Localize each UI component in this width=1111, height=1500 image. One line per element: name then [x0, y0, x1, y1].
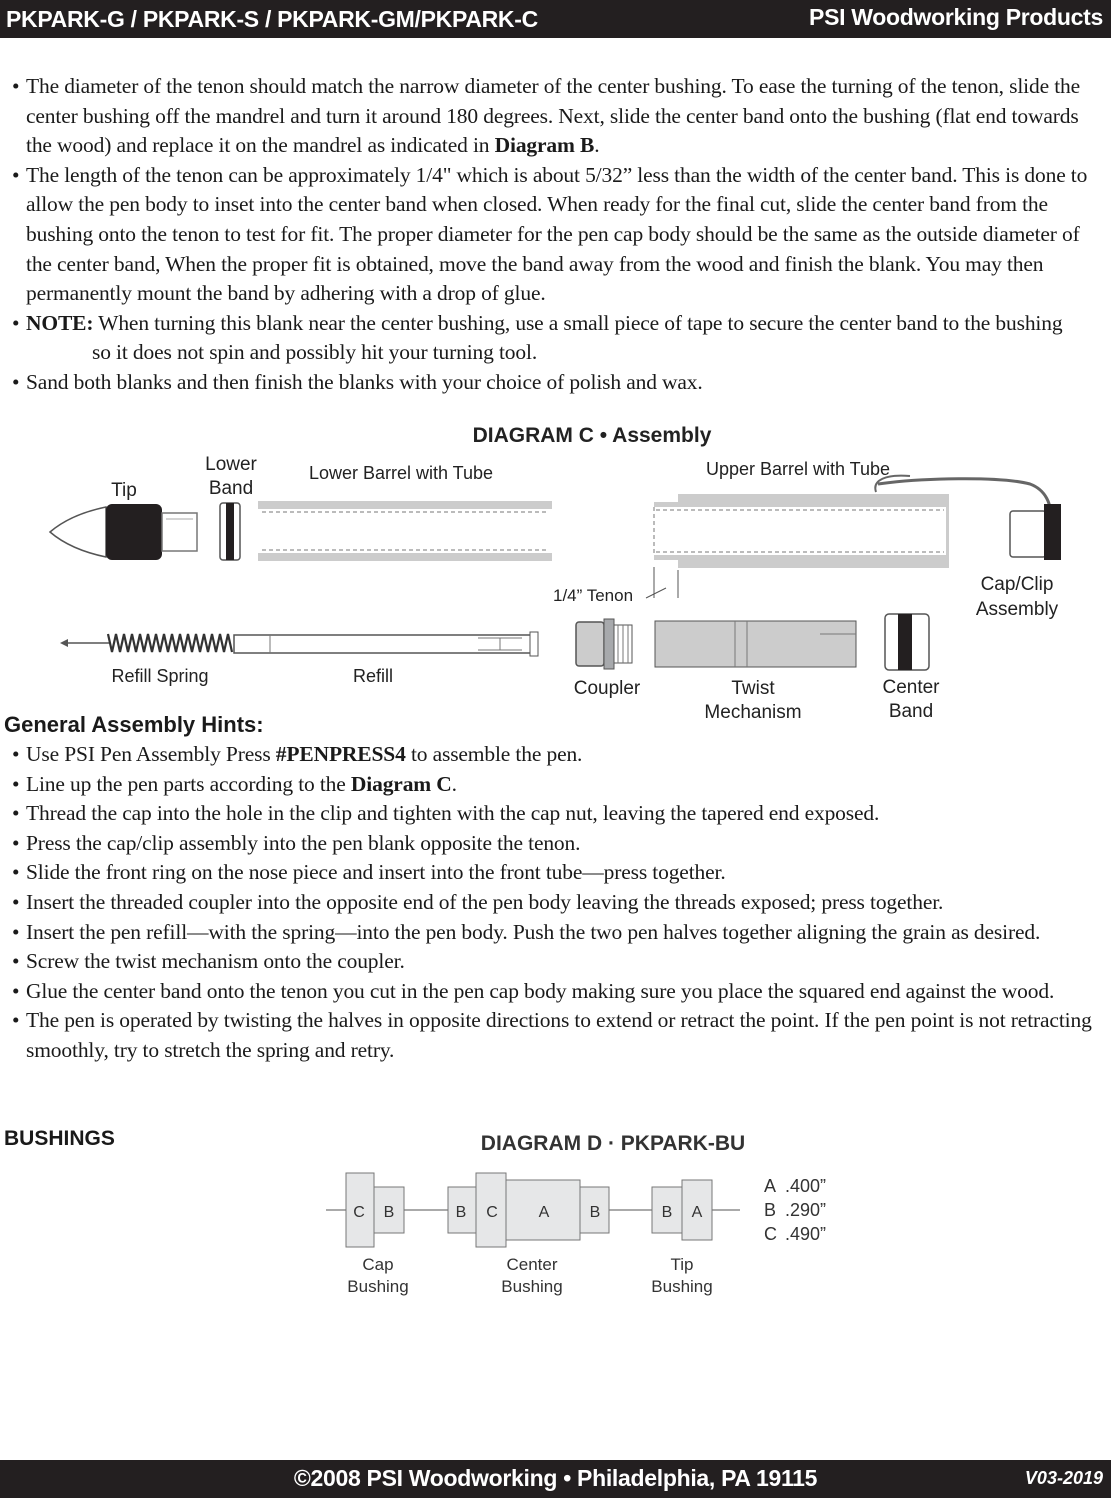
- turning-instructions: [12, 72, 1102, 398]
- twist-mechanism-part: [655, 621, 856, 667]
- header-bar: [0, 0, 1111, 38]
- diagram-c-assembly: [0, 410, 1111, 723]
- lower-barrel-part: [258, 501, 552, 561]
- refill-spring-label: Refill Spring: [111, 666, 209, 686]
- footer-bar: [0, 1460, 1111, 1498]
- tip-b-letter: B: [661, 1204, 673, 1221]
- refill-part: [234, 632, 538, 656]
- upper-barrel-label: Upper Barrel with Tube: [705, 459, 891, 479]
- instruction-item: • NOTE: When turning this blank near the center bushing, use a small piece of tape to secure the center band to the bushing so it does not spin and possibly hit your turning tool.: [12, 309, 1102, 368]
- hint-item: • Insert the pen refill—with the spring—into the pen body. Push the two pen halves together aligning the grain as desired.: [12, 918, 1102, 948]
- cap-clip-label: Cap/Clip Assembly: [975, 574, 1059, 620]
- diagram-d-title: DIAGRAM D · PKPARK-BU: [480, 1132, 746, 1155]
- tenon-label: 1/4” Tenon: [553, 586, 634, 605]
- model-numbers: PKPARK-G / PKPARK-S / PKPARK-GM/PKPARK-C: [6, 6, 538, 32]
- diagram-d-bushings: [0, 1120, 1111, 1310]
- coupler-label: Coupler: [573, 678, 641, 699]
- bushing-legend: [764, 1176, 826, 1244]
- lower-barrel-label: Lower Barrel with Tube: [308, 463, 494, 483]
- hint-item: • Press the cap/clip assembly into the pen blank opposite the tenon.: [12, 829, 1102, 859]
- upper-barrel-part: [654, 494, 949, 568]
- cap-b-letter: B: [383, 1204, 395, 1221]
- legend-c-letter: C: [764, 1224, 777, 1244]
- copyright-text: ©2008 PSI Woodworking • Philadelphia, PA 19115: [293, 1465, 818, 1491]
- hint-item: • The pen is operated by twisting the halves in opposite directions to extend or retract the point. If the pen point is not retracting smoothly, try to stretch the spring and retry.: [12, 1006, 1102, 1065]
- instruction-item: • Sand both blanks and then finish the blanks with your choice of polish and wax.: [12, 368, 1102, 398]
- hints-title: General Assembly Hints:: [4, 712, 264, 737]
- center-b-letter: B: [455, 1204, 467, 1221]
- assembly-hints: [12, 740, 1102, 1066]
- cap-c-letter: C: [353, 1204, 365, 1221]
- legend-b-value: .290”: [785, 1200, 827, 1220]
- center-bushing: [448, 1173, 609, 1247]
- center-b2-letter: B: [589, 1204, 601, 1221]
- center-c-letter: C: [486, 1204, 498, 1221]
- instruction-item: • The length of the tenon can be approximately 1/4" which is about 5/32” less than the width of the center band. This is done to allow the pen body to inset into the center band when closed. When ready for the final cut, slide the center band from the bushing onto the tenon to test for fit. The proper diameter for the pen cap body should be the same as the outside diameter of the center band, When the proper fit is obtained, move the band away from the wood and finish the blank. You may then permanently mount the band by adhering with a drop of glue.: [12, 161, 1102, 309]
- diagram-c-title: DIAGRAM C • Assembly: [472, 424, 712, 447]
- tip-bushing: [652, 1180, 712, 1240]
- tip-label: Tip: [111, 480, 137, 501]
- bushings-title: BUSHINGS: [4, 1127, 115, 1150]
- twist-mechanism-label: Twist Mechanism: [704, 678, 802, 723]
- hint-item: • Insert the threaded coupler into the opposite end of the pen body leaving the threads exposed; press together.: [12, 888, 1102, 918]
- hint-item: • Line up the pen parts according to the Diagram C.: [12, 770, 1102, 800]
- legend-a-value: .400”: [785, 1176, 827, 1196]
- hint-item: • Thread the cap into the hole in the clip and tighten with the cap nut, leaving the tapered end exposed.: [12, 799, 1102, 829]
- center-band-part: [885, 614, 929, 670]
- cap-bushing: [346, 1173, 404, 1247]
- hint-item: • Screw the twist mechanism onto the coupler.: [12, 947, 1102, 977]
- brand-name: PSI Woodworking Products: [809, 4, 1103, 30]
- cap-bushing-label: Cap Bushing: [347, 1255, 409, 1296]
- lower-band-part: [220, 503, 240, 560]
- tip-part: [50, 504, 197, 560]
- legend-a-letter: A: [764, 1176, 777, 1196]
- legend-b-letter: B: [764, 1200, 777, 1220]
- center-bushing-label: Center Bushing: [501, 1255, 563, 1296]
- tip-bushing-label: Tip Bushing: [651, 1255, 713, 1296]
- hint-item: • Glue the center band onto the tenon you cut in the pen cap body making sure you place the squared end against the wood.: [12, 977, 1102, 1007]
- version-code: V03-2019: [1024, 1468, 1103, 1488]
- center-a-letter: A: [538, 1204, 550, 1221]
- instruction-item: • The diameter of the tenon should match the narrow diameter of the center bushing. To ease the turning of the tenon, slide the center bushing off the mandrel and turn it around 180 degrees. Next, slide the center band onto the bushing (flat end towards the wood) and replace it on the mandrel as indicated in Diagram B.: [12, 72, 1102, 161]
- tenon-marker: [646, 567, 678, 598]
- refill-label: Refill: [352, 666, 394, 686]
- refill-spring-part: [60, 634, 232, 652]
- center-band-label: Center Band: [882, 677, 940, 722]
- tip-a-letter: A: [691, 1204, 703, 1221]
- hint-item: • Use PSI Pen Assembly Press #PENPRESS4 to assemble the pen.: [12, 740, 1102, 770]
- hint-item: • Slide the front ring on the nose piece and insert into the front tube—press together.: [12, 858, 1102, 888]
- legend-c-value: .490”: [785, 1224, 827, 1244]
- lower-band-label: Lower Band: [205, 454, 257, 499]
- coupler-part: [576, 619, 632, 669]
